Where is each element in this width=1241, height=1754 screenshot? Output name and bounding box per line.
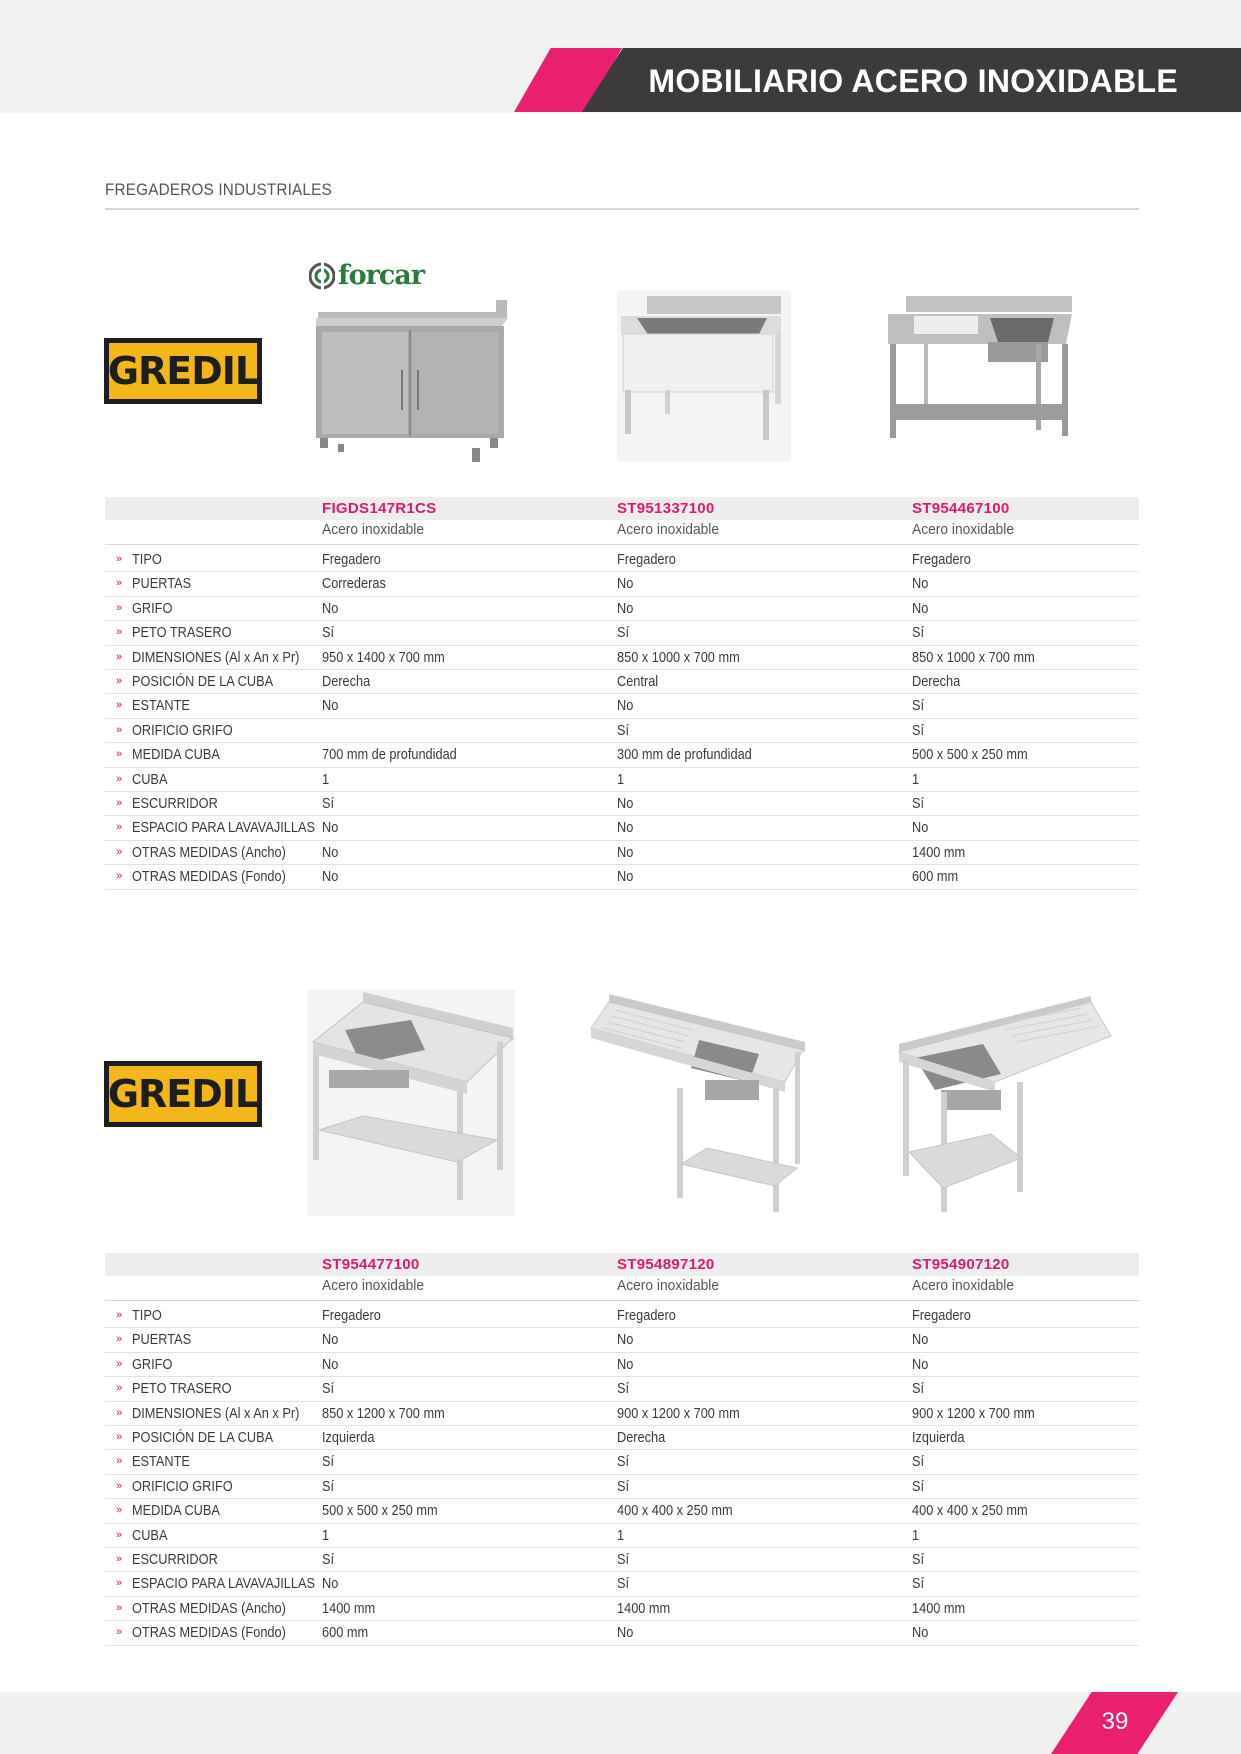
spec-value: Sí — [617, 1454, 630, 1471]
spec-row — [105, 792, 1139, 816]
spec-value: 1 — [322, 1527, 330, 1544]
bullet-icon: » — [116, 699, 123, 712]
spec-value: 1400 mm — [912, 1600, 966, 1617]
bullet-icon: » — [116, 577, 123, 590]
spec-row — [105, 816, 1139, 840]
bullet-icon: » — [116, 626, 123, 639]
spec-row — [105, 1377, 1139, 1401]
spec-value: No — [322, 844, 339, 861]
spec-value: No — [617, 600, 634, 617]
spec-label: ESCURRIDOR — [132, 1552, 218, 1568]
spec-label: POSICIÓN DE LA CUBA — [132, 1430, 274, 1446]
spec-value: No — [322, 698, 339, 715]
spec-value: Fregadero — [322, 552, 381, 568]
spec-value: Fregadero — [617, 1308, 676, 1324]
product-code: FIGDS147R1CS — [322, 500, 437, 517]
spec-row — [105, 1475, 1139, 1499]
bullet-icon: » — [116, 1406, 123, 1419]
spec-row — [105, 1450, 1139, 1474]
product-code: ST954907120 — [912, 1256, 1010, 1273]
spec-value: No — [617, 576, 634, 593]
spec-value: Sí — [912, 722, 925, 739]
spec-value: Sí — [617, 1478, 630, 1495]
spec-label: TIPO — [132, 552, 162, 568]
product-material: Acero inoxidable — [617, 521, 720, 538]
forcar-logo: forcar — [309, 260, 427, 294]
spec-value: 1 — [912, 1527, 920, 1544]
bullet-icon: » — [116, 1577, 123, 1590]
spec-value: 900 x 1200 x 700 mm — [912, 1405, 1035, 1422]
spec-value: No — [912, 600, 929, 617]
spec-label: PUERTAS — [132, 576, 192, 593]
spec-value: 850 x 1200 x 700 mm — [322, 1405, 445, 1422]
spec-row — [105, 1402, 1139, 1426]
spec-row — [105, 1426, 1139, 1450]
spec-value: No — [617, 1332, 634, 1349]
spec-label: ESTANTE — [132, 1454, 190, 1471]
spec-value: No — [617, 844, 634, 861]
gredil-logo: GREDIL — [104, 338, 262, 404]
spec-value: Sí — [617, 1381, 630, 1398]
bullet-icon: » — [116, 748, 123, 761]
bullet-icon: » — [116, 1553, 123, 1565]
spec-value: Sí — [617, 1552, 630, 1568]
spec-value: No — [912, 1356, 929, 1373]
footer-band — [0, 1692, 1241, 1754]
spec-value: No — [322, 1356, 339, 1373]
spec-label: ESCURRIDOR — [132, 796, 218, 812]
spec-value: Sí — [322, 1478, 335, 1495]
bullet-icon: » — [116, 772, 123, 785]
spec-value: Sí — [912, 1576, 925, 1593]
spec-value: 500 x 500 x 250 mm — [322, 1503, 438, 1520]
spec-label: POSICIÓN DE LA CUBA — [132, 674, 274, 690]
spec-value: No — [912, 1332, 929, 1349]
product-image-st954907120 — [895, 992, 1115, 1220]
spec-label: PETO TRASERO — [132, 1381, 232, 1398]
bullet-icon: » — [116, 1309, 123, 1321]
spec-value: 1 — [322, 771, 330, 788]
spec-value: 850 x 1000 x 700 mm — [617, 649, 740, 666]
spec-label: ESTANTE — [132, 698, 190, 715]
spec-row — [105, 768, 1139, 792]
spec-value: 950 x 1400 x 700 mm — [322, 649, 445, 666]
section-divider — [105, 208, 1139, 210]
spec-value: 300 mm de profundidad — [617, 747, 752, 764]
bullet-icon: » — [116, 870, 123, 883]
spec-value: Fregadero — [617, 552, 676, 568]
spec-value: No — [322, 1576, 339, 1593]
spec-value: Sí — [912, 1478, 925, 1495]
spec-value: Derecha — [322, 674, 371, 690]
spec-value: No — [617, 796, 634, 812]
spec-value: Sí — [912, 1381, 925, 1398]
spec-label: DIMENSIONES (Al x An x Pr) — [132, 1405, 300, 1422]
spec-value: No — [617, 1625, 634, 1642]
spec-value: Derecha — [617, 1430, 666, 1446]
bullet-icon: » — [116, 1455, 123, 1468]
spec-row — [105, 572, 1139, 596]
bullet-icon: » — [116, 845, 123, 858]
bullet-icon: » — [116, 1479, 123, 1492]
spec-value: No — [322, 869, 339, 886]
spec-label: CUBA — [132, 1527, 168, 1544]
spec-row — [105, 1548, 1139, 1572]
spec-value: No — [617, 869, 634, 886]
bullet-icon: » — [116, 797, 123, 809]
bullet-icon: » — [116, 553, 123, 565]
spec-value: 850 x 1000 x 700 mm — [912, 649, 1035, 666]
product-material: Acero inoxidable — [322, 1277, 425, 1294]
spec-value: 600 mm — [322, 1625, 369, 1642]
spec-label: ESPACIO PARA LAVAVAJILLAS — [132, 820, 315, 837]
spec-value: Sí — [617, 722, 630, 739]
page-title: MOBILIARIO ACERO INOXIDABLE — [648, 63, 1178, 99]
product-image-st954897120 — [589, 992, 807, 1218]
spec-value: Fregadero — [912, 552, 971, 568]
spec-row — [105, 841, 1139, 865]
spec-label: CUBA — [132, 771, 168, 788]
spec-label: OTRAS MEDIDAS (Fondo) — [132, 1625, 286, 1642]
product-image-st954477100 — [307, 990, 515, 1216]
spec-label: ESPACIO PARA LAVAVAJILLAS — [132, 1576, 315, 1593]
product-material: Acero inoxidable — [617, 1277, 720, 1294]
spec-row — [105, 621, 1139, 645]
spec-value: Sí — [322, 625, 335, 642]
spec-value: Izquierda — [322, 1430, 375, 1446]
spec-value: No — [322, 600, 339, 617]
spec-value: No — [617, 698, 634, 715]
spec-value: 700 mm de profundidad — [322, 747, 457, 764]
bullet-icon: » — [116, 650, 123, 663]
spec-label: OTRAS MEDIDAS (Ancho) — [132, 1600, 286, 1617]
spec-value: 400 x 400 x 250 mm — [617, 1503, 733, 1520]
bullet-icon: » — [116, 1601, 123, 1614]
spec-value: No — [322, 820, 339, 837]
spec-row — [105, 1621, 1139, 1645]
spec-value: 1 — [912, 771, 920, 788]
section-title: FREGADEROS INDUSTRIALES — [105, 180, 332, 199]
spec-label: ORIFICIO GRIFO — [132, 722, 233, 739]
bullet-icon: » — [116, 601, 123, 614]
spec-value: Correderas — [322, 576, 386, 593]
product-material: Acero inoxidable — [322, 521, 425, 538]
spec-label: DIMENSIONES (Al x An x Pr) — [132, 649, 300, 666]
spec-label: PUERTAS — [132, 1332, 192, 1349]
bullet-icon: » — [116, 1357, 123, 1370]
spec-value: Sí — [912, 625, 925, 642]
spec-label: OTRAS MEDIDAS (Ancho) — [132, 844, 286, 861]
spec-row — [105, 1597, 1139, 1621]
spec-row — [105, 719, 1139, 743]
spec-value: Sí — [322, 796, 335, 812]
bullet-icon: » — [116, 675, 123, 687]
spec-value: 1 — [617, 771, 625, 788]
spec-row — [105, 670, 1139, 694]
spec-value: No — [912, 576, 929, 593]
gredil-logo: GREDIL — [104, 1061, 262, 1127]
spec-label: MEDIDA CUBA — [132, 1503, 220, 1520]
bullet-icon: » — [116, 1431, 123, 1443]
spec-value: 1400 mm — [322, 1600, 376, 1617]
product-code: ST954477100 — [322, 1256, 420, 1273]
spec-value: No — [617, 1356, 634, 1373]
spec-value: Sí — [912, 698, 925, 715]
spec-value: No — [617, 820, 634, 837]
spec-value: Derecha — [912, 674, 961, 690]
spec-row — [105, 1572, 1139, 1596]
spec-label: GRIFO — [132, 600, 173, 617]
spec-row — [105, 743, 1139, 767]
spec-label: MEDIDA CUBA — [132, 747, 220, 764]
spec-value: No — [912, 1625, 929, 1642]
spec-value: 1400 mm — [617, 1600, 671, 1617]
spec-label: PETO TRASERO — [132, 625, 232, 642]
product-image-st954467100 — [886, 296, 1074, 446]
spec-value: Sí — [617, 1576, 630, 1593]
product-code: ST954897120 — [617, 1256, 715, 1273]
spec-value: Sí — [322, 1381, 335, 1398]
spec-value: Sí — [912, 1454, 925, 1471]
bullet-icon: » — [116, 1382, 123, 1395]
spec-value: No — [912, 820, 929, 837]
bullet-icon: » — [116, 1626, 123, 1639]
bullet-icon: » — [116, 723, 123, 736]
spec-value: 500 x 500 x 250 mm — [912, 747, 1028, 764]
spec-row — [105, 1499, 1139, 1523]
page-number: 39 — [1101, 1708, 1129, 1735]
spec-row — [105, 865, 1139, 889]
spec-value: Fregadero — [322, 1308, 381, 1324]
product-image-st951337100 — [617, 290, 791, 462]
product-material: Acero inoxidable — [912, 521, 1015, 538]
spec-value: 600 mm — [912, 869, 959, 886]
product-code: ST954467100 — [912, 500, 1010, 517]
spec-label: GRIFO — [132, 1356, 173, 1373]
spec-value: 400 x 400 x 250 mm — [912, 1503, 1028, 1520]
bullet-icon: » — [116, 1333, 123, 1346]
bullet-icon: » — [116, 1528, 123, 1541]
product-material: Acero inoxidable — [912, 1277, 1015, 1294]
product-image-figds147r1cs — [312, 300, 512, 468]
spec-row — [105, 694, 1139, 718]
spec-value: Sí — [322, 1454, 335, 1471]
spec-label: ORIFICIO GRIFO — [132, 1478, 233, 1495]
spec-value: Sí — [322, 1552, 335, 1568]
spec-label: TIPO — [132, 1308, 162, 1324]
spec-row — [105, 1524, 1139, 1548]
bullet-icon: » — [116, 1504, 123, 1517]
spec-value: 900 x 1200 x 700 mm — [617, 1405, 740, 1422]
product-code: ST951337100 — [617, 500, 715, 517]
spec-value: 1400 mm — [912, 844, 966, 861]
spec-value: 1 — [617, 1527, 625, 1544]
spec-value: No — [322, 1332, 339, 1349]
spec-value: Fregadero — [912, 1308, 971, 1324]
spec-row — [105, 1353, 1139, 1377]
spec-row — [105, 1304, 1139, 1328]
bullet-icon: » — [116, 821, 123, 834]
spec-value: Izquierda — [912, 1430, 965, 1446]
spec-row — [105, 548, 1139, 572]
spec-value: Sí — [912, 1552, 925, 1568]
spec-value: Sí — [617, 625, 630, 642]
spec-value: Sí — [912, 796, 925, 812]
spec-row — [105, 646, 1139, 670]
spec-value: Central — [617, 674, 659, 690]
spec-row — [105, 597, 1139, 621]
spec-label: OTRAS MEDIDAS (Fondo) — [132, 869, 286, 886]
spec-row — [105, 1328, 1139, 1352]
